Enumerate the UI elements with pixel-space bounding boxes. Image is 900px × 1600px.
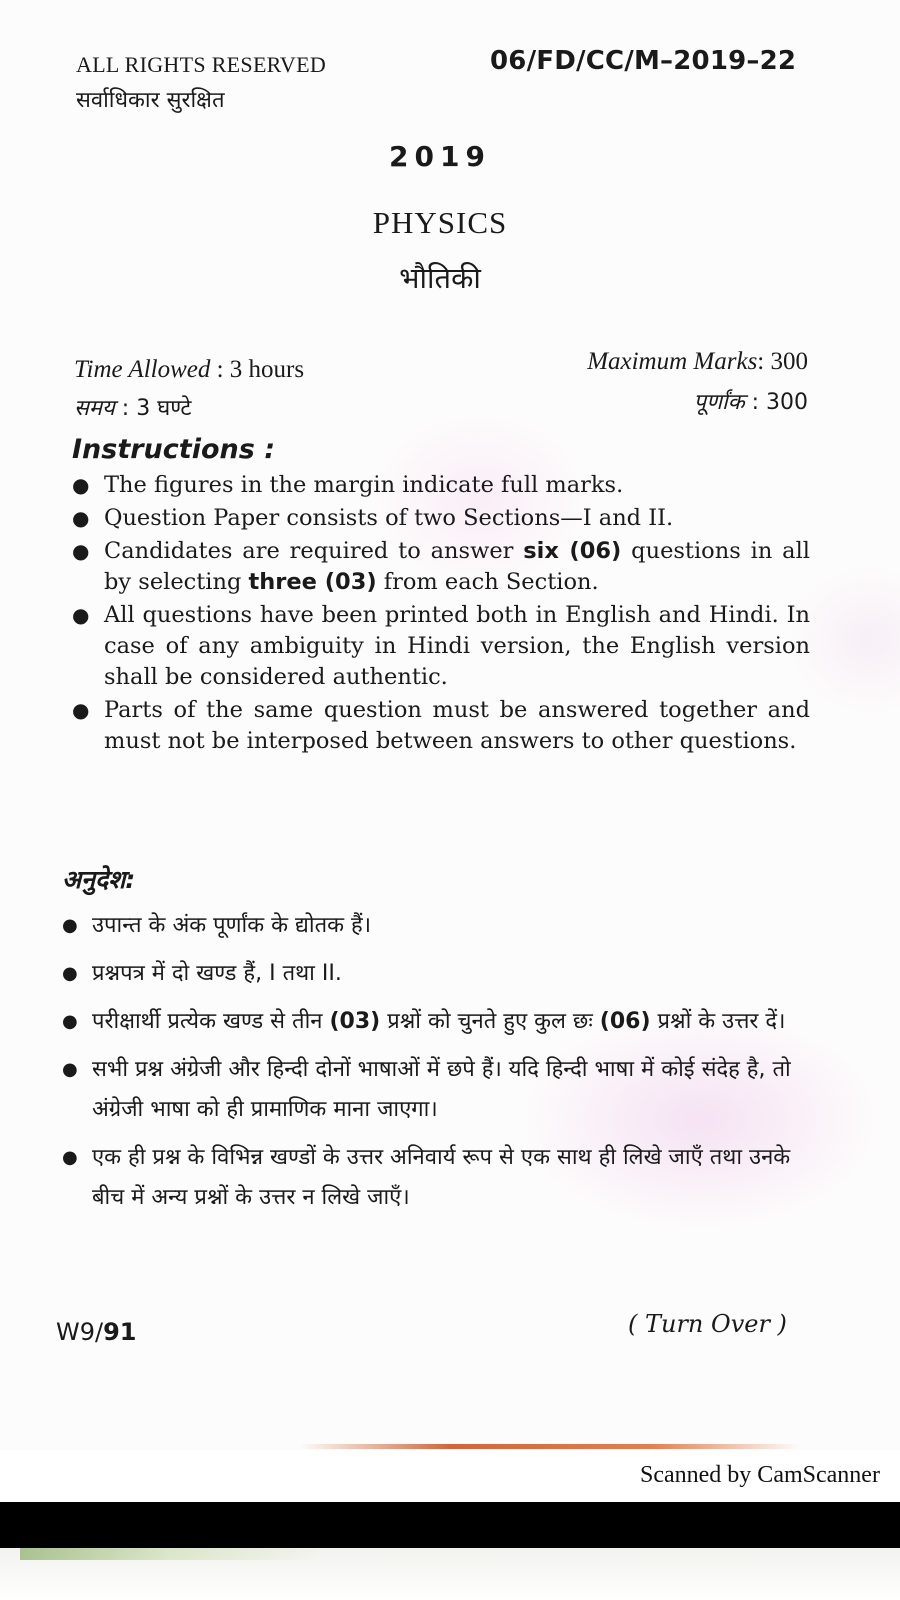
instruction-text-hi: उपान्त के अंक पूर्णांक के द्योतक हैं। xyxy=(92,913,372,938)
instruction-text: Question Paper consists of two Sections—I and II. xyxy=(104,505,674,531)
page-tear-edge xyxy=(300,1444,800,1449)
maximum-marks-hi-value: : 300 xyxy=(751,390,808,415)
page-code-prefix: W9/ xyxy=(56,1318,104,1346)
instructions-title-en: Instructions : xyxy=(72,434,275,465)
instruction-item-hi xyxy=(60,1138,798,1218)
maximum-marks-hi-label: पूर्णांक xyxy=(693,390,745,415)
instruction-item xyxy=(70,503,810,534)
instruction-item xyxy=(70,695,810,757)
time-allowed-hi-label: समय xyxy=(74,396,115,421)
bullet-icon: ● xyxy=(62,1059,78,1080)
instructions-title-hi: अनुदेश: xyxy=(62,865,136,894)
instruction-text: The figures in the margin indicate full marks. xyxy=(104,472,624,498)
subject-title-en: PHYSICS xyxy=(372,205,508,240)
time-allowed xyxy=(74,356,304,384)
instruction-item-hi xyxy=(60,1002,798,1042)
instruction-text-hi: प्रश्नपत्र में दो खण्ड हैं, I तथा II. xyxy=(92,961,342,986)
instruction-emphasis: six (06) xyxy=(523,538,622,564)
instruction-item-hi xyxy=(60,954,798,994)
bullet-icon: ● xyxy=(62,1011,78,1032)
instruction-text-hi: सभी प्रश्न अंग्रेजी और हिन्दी दोनों भाषाओं में छपे हैं। यदि हिन्दी भाषा में कोई संदेह है, तो अंग्रेजी भाषा को ही प्रामाणिक माना जाएगा। xyxy=(92,1057,791,1122)
instruction-text-hi: प्रश्नों के उत्तर दें। xyxy=(650,1009,786,1034)
time-allowed-label: Time Allowed xyxy=(74,356,211,383)
instruction-text: All questions have been printed both in English and Hindi. In case of any ambiguity in Hindi version, the English version shall be considered authentic. xyxy=(104,602,810,690)
maximum-marks-hi xyxy=(694,386,808,416)
exam-year: 2019 xyxy=(389,140,491,173)
scanner-watermark: Scanned by CamScanner xyxy=(640,1462,880,1488)
bullet-icon: ● xyxy=(72,698,90,722)
scan-edge-artifact xyxy=(20,1548,320,1560)
instruction-emphasis-hi: (03) xyxy=(329,1009,381,1034)
instruction-text: from each Section. xyxy=(376,569,599,595)
instruction-item xyxy=(70,536,810,598)
rights-reserved-hi: सर्वाधिकार सुरक्षित xyxy=(76,88,225,113)
time-allowed-value: : 3 hours xyxy=(216,356,305,383)
instruction-text-hi: परीक्षार्थी प्रत्येक खण्ड से तीन xyxy=(92,1009,330,1034)
instruction-text: Candidates are required to answer xyxy=(104,538,524,564)
time-allowed-hi-value: : 3 घण्टे xyxy=(121,396,192,421)
instructions-list-hi xyxy=(60,906,798,1226)
bullet-icon: ● xyxy=(62,963,78,984)
paper-code: 06/FD/CC/M–2019–22 xyxy=(490,46,797,76)
page-code-number: 91 xyxy=(103,1318,137,1346)
bullet-icon: ● xyxy=(62,915,78,936)
bullet-icon: ● xyxy=(72,539,90,563)
instruction-text: Parts of the same question must be answered together and must not be interposed between answers to other questions. xyxy=(104,697,810,754)
time-allowed-hi xyxy=(74,392,192,422)
maximum-marks xyxy=(587,348,808,376)
instruction-emphasis-hi: (06) xyxy=(599,1009,651,1034)
page-code xyxy=(56,1318,137,1346)
instruction-item xyxy=(70,470,810,501)
instruction-text-hi: एक ही प्रश्न के विभिन्न खण्डों के उत्तर अनिवार्य रूप से एक साथ ही लिखे जाएँ तथा उनके बीच में अन्य प्रश्नों के उत्तर न लिखे जाएँ। xyxy=(92,1145,791,1210)
bullet-icon: ● xyxy=(72,473,90,497)
bullet-icon: ● xyxy=(72,603,90,627)
instruction-item xyxy=(70,600,810,693)
maximum-marks-value: : 300 xyxy=(757,348,808,375)
instruction-text-hi: प्रश्नों को चुनते हुए कुल छः xyxy=(380,1009,600,1034)
instruction-item-hi xyxy=(60,906,798,946)
scan-border-bar xyxy=(0,1502,900,1548)
bullet-icon: ● xyxy=(72,506,90,530)
instruction-text: questions in all by selecting xyxy=(104,538,810,595)
maximum-marks-label: Maximum Marks xyxy=(587,348,758,375)
turn-over-note: ( Turn Over ) xyxy=(628,1310,787,1338)
subject-title-hi: भौतिकी xyxy=(399,261,481,295)
bullet-icon: ● xyxy=(62,1147,78,1168)
rights-reserved-en: ALL RIGHTS RESERVED xyxy=(76,52,327,77)
instruction-item-hi xyxy=(60,1050,798,1130)
instructions-list-en xyxy=(70,470,810,759)
instruction-emphasis: three (03) xyxy=(248,569,377,595)
